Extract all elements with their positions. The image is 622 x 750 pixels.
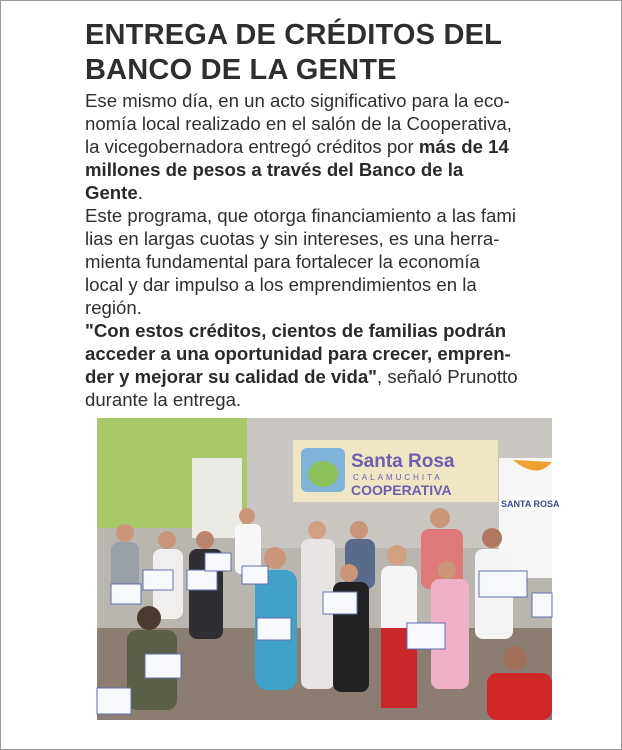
text: durante la entrega. [85, 389, 242, 410]
article-body [85, 89, 518, 411]
headline-line: ENTREGA DE CRÉDITOS DEL [85, 19, 503, 51]
body-line [85, 388, 518, 411]
body-line [85, 296, 518, 319]
bold-text: Gente [85, 182, 138, 203]
text: Ese mismo día, en un acto significativo para la eco- [85, 90, 510, 111]
bold-text: acceder a una oportunidad para crecer, empren- [85, 343, 511, 364]
bold-text: más de 14 [418, 136, 509, 157]
body-line [85, 181, 518, 204]
headline-line: BANCO DE LA GENTE [85, 54, 397, 86]
text: local y dar impulso a los emprendimientos en la [85, 274, 477, 295]
body-line [85, 365, 518, 388]
body-line [85, 227, 518, 250]
rollup-text: SANTA ROSA [501, 499, 560, 509]
body-line [85, 158, 518, 181]
text: , señaló Prunotto [376, 366, 518, 387]
banner-subtitle: CALAMUCHITA [353, 473, 443, 482]
body-line [85, 135, 518, 158]
article-headline [85, 18, 502, 88]
banner-cooperativa: COOPERATIVA [351, 482, 452, 498]
text: lias en largas cuotas y sin intereses, es una herra- [85, 228, 500, 249]
text: región. [85, 297, 142, 318]
body-line [85, 250, 518, 273]
body-line [85, 204, 518, 227]
text: Este programa, que otorga financiamiento a las fami [85, 205, 516, 226]
body-line [85, 112, 518, 135]
body-line [85, 273, 518, 296]
body-line [85, 89, 518, 112]
body-line [85, 319, 518, 342]
text: mienta fundamental para fortalecer la economía [85, 251, 480, 272]
bold-text: millones de pesos a través del Banco de la [85, 159, 464, 180]
bold-text: "Con estos créditos, cientos de familias podrán [85, 320, 507, 341]
text: . [137, 182, 143, 203]
text: nomía local realizado en el salón de la Cooperativa, [85, 113, 512, 134]
text: la vicegobernadora entregó créditos por [85, 136, 419, 157]
bold-text: der y mejorar su calidad de vida" [85, 366, 377, 387]
banner-title: Santa Rosa [351, 451, 455, 472]
article-photo [97, 418, 560, 720]
body-line [85, 342, 518, 365]
